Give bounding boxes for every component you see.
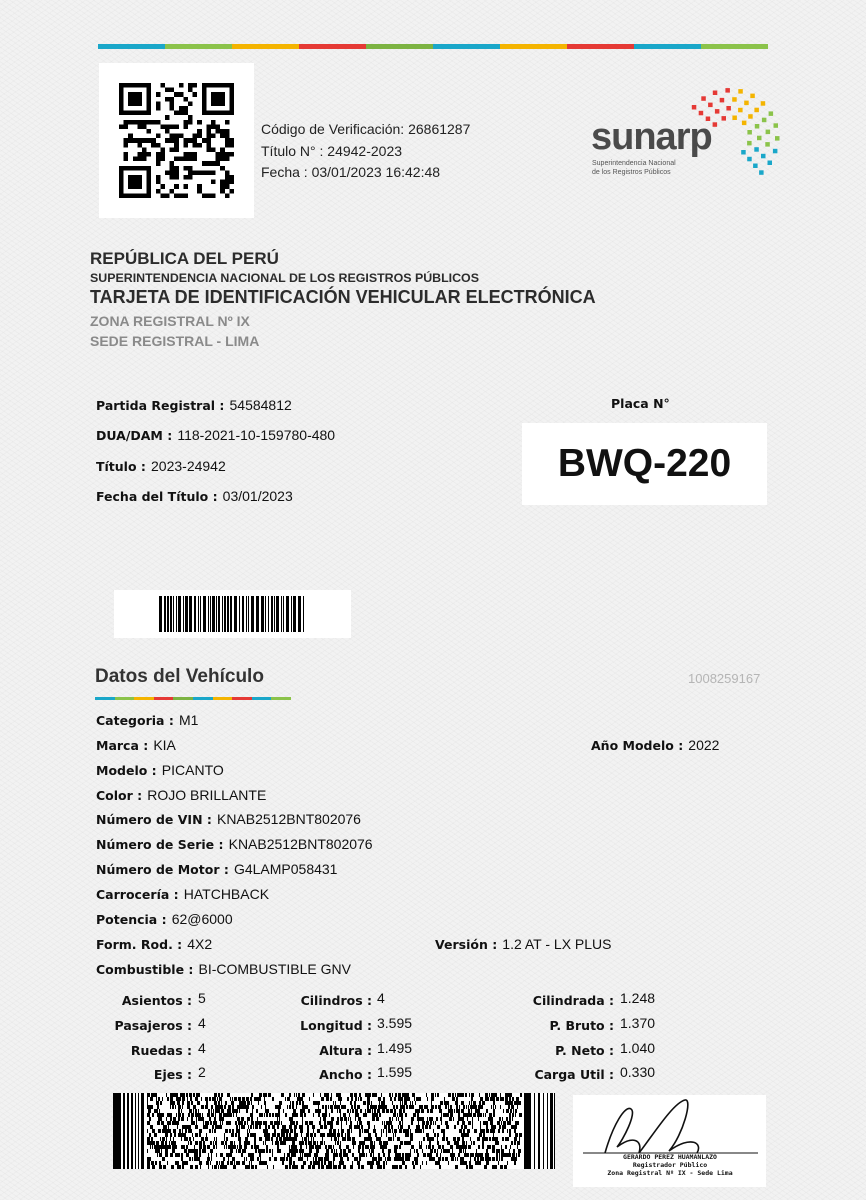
logo-subtitle [592,159,676,177]
pbruto-label: P. Bruto : [549,1018,614,1033]
cilindrada-label: Cilindrada : [532,993,614,1008]
seat-title: SEDE REGISTRAL - LIMA [90,333,260,349]
carga-label-cell [480,1064,614,1083]
asientos-value: 5 [198,990,206,1006]
document-heading [90,249,596,349]
ruedas-label: Ruedas : [130,1043,192,1058]
carroceria-row [96,884,269,903]
modelo-value: PICANTO [161,762,224,778]
sunarp-logo [588,80,783,190]
categoria-value: M1 [178,712,199,728]
ancho-label: Ancho : [319,1067,372,1082]
modelo-label: Modelo : [96,763,157,778]
pasajeros-label: Pasajeros : [114,1018,192,1033]
republic-title: REPÚBLICA DEL PERÚ [90,249,279,268]
motor-value: G4LAMP058431 [233,861,338,877]
cilindrada-label-cell [480,990,614,1009]
longitud-value: 3.595 [377,1015,413,1031]
formrod-value: 4X2 [187,936,213,952]
formrod-row [96,934,212,953]
pdf417-barcode [113,1093,555,1169]
potencia-label: Potencia : [96,912,167,927]
signature-block [573,1095,766,1187]
serie-value: KNAB2512BNT802076 [228,836,373,852]
ancho-label-cell [260,1064,372,1083]
section-title: Datos del Vehículo [95,666,264,687]
carroceria-value: HATCHBACK [183,886,270,902]
asientos-label-cell [96,990,192,1009]
combustible-row [96,959,351,978]
signer-role: Registrador Público [632,1161,708,1169]
vin-value: KNAB2512BNT802076 [216,811,361,827]
ejes-label-cell [96,1064,192,1083]
carroceria-label: Carrocería : [96,887,179,902]
logo-sub-line2: de los Registros Públicos [592,169,671,176]
anio-row [591,735,719,754]
verification-code: Código de Verificación: 26861287 [261,121,471,137]
asientos-label: Asientos : [121,993,192,1008]
fecha-titulo-label: Fecha del Título : [96,489,218,504]
motor-label: Número de Motor : [96,862,229,877]
titulo-label: Título : [96,459,146,474]
document-title: TARJETA DE IDENTIFICACIÓN VEHICULAR ELECTRÓNICA [90,287,596,307]
placa-number: BWQ-220 [557,442,732,485]
version-value: 1.2 AT - LX PLUS [502,936,612,952]
marca-row [96,735,176,754]
longitud-label-cell [260,1015,372,1034]
categoria-row [96,710,198,729]
title-number: Título N° : 24942-2023 [261,142,403,159]
version-label: Versión : [435,937,498,952]
categoria-label: Categoria : [96,713,174,728]
color-stripe [98,44,768,49]
barcode-icon [159,596,307,632]
verification-info [261,119,470,184]
fecha-titulo-row [96,486,293,505]
carga-value: 0.330 [620,1064,656,1080]
cilindros-label-cell [260,990,372,1009]
vin-label: Número de VIN : [96,812,212,827]
ejes-value: 2 [198,1064,206,1080]
partida-row [96,395,292,414]
signer-office: Zona Registral Nº IX - Sede Lima [607,1169,733,1177]
partida-label: Partida Registral : [96,398,225,413]
signature-icon [573,1095,766,1155]
titulo-value: 2023-24942 [151,458,226,474]
vin-row [96,809,361,828]
superintendencia-title: SUPERINTENDENCIA NACIONAL DE LOS REGISTROS PÚBLICOS [90,271,479,285]
serie-row [96,834,373,853]
ancho-value: 1.595 [377,1064,413,1080]
combustible-value: BI-COMBUSTIBLE GNV [198,961,351,977]
barcode [114,590,351,638]
cilindros-label: Cilindros : [300,993,372,1008]
pneto-label-cell [480,1040,614,1059]
pdf417-barcode-icon [113,1093,555,1169]
dua-value: 118-2021-10-159780-480 [177,427,336,443]
qr-code-icon [119,83,234,198]
dua-label: DUA/DAM : [96,428,173,443]
issue-date: Fecha : 03/01/2023 16:42:48 [261,164,441,180]
combustible-label: Combustible : [96,962,194,977]
potencia-row [96,909,233,928]
anio-value: 2022 [688,737,720,753]
formrod-label: Form. Rod. : [96,937,183,952]
logo-name: sunarp [591,116,712,158]
signer-name: GERARDO PEREZ HUAMANLAZO [623,1153,717,1161]
altura-value: 1.495 [377,1040,413,1056]
pneto-label: P. Neto : [555,1043,614,1058]
pbruto-label-cell [480,1015,614,1034]
pasajeros-label-cell [96,1015,192,1034]
dua-row [96,425,335,444]
pasajeros-value: 4 [198,1015,206,1031]
modelo-row [96,760,224,779]
ruedas-value: 4 [198,1040,206,1056]
serie-label: Número de Serie : [96,837,224,852]
color-row [96,785,266,804]
color-label: Color : [96,788,143,803]
cilindros-value: 4 [377,990,385,1006]
anio-label: Año Modelo : [591,738,684,753]
altura-label: Altura : [319,1043,372,1058]
ejes-label: Ejes : [153,1067,192,1082]
fecha-titulo-value: 03/01/2023 [222,488,293,504]
longitud-label: Longitud : [300,1018,372,1033]
carga-label: Carga Util : [534,1067,614,1082]
altura-label-cell [260,1040,372,1059]
partida-value: 54584812 [229,397,292,413]
logo-sub-line1: Superintendencia Nacional [592,160,676,167]
marca-value: KIA [153,737,176,753]
color-value: ROJO BRILLANTE [147,787,267,803]
marca-label: Marca : [96,738,149,753]
cilindrada-value: 1.248 [620,990,656,1006]
placa-box [522,423,767,505]
version-row [435,934,612,953]
potencia-value: 62@6000 [171,911,233,927]
zone-title: ZONA REGISTRAL Nº IX [90,313,250,329]
section-underline [95,697,291,700]
titulo-row [96,456,226,475]
serial-number: 1008259167 [688,671,761,686]
placa-label: Placa N° [611,396,670,411]
motor-row [96,859,337,878]
signature-caption [579,1153,761,1177]
ruedas-label-cell [96,1040,192,1059]
pbruto-value: 1.370 [620,1015,656,1031]
pneto-value: 1.040 [620,1040,656,1056]
qr-code [99,63,254,218]
